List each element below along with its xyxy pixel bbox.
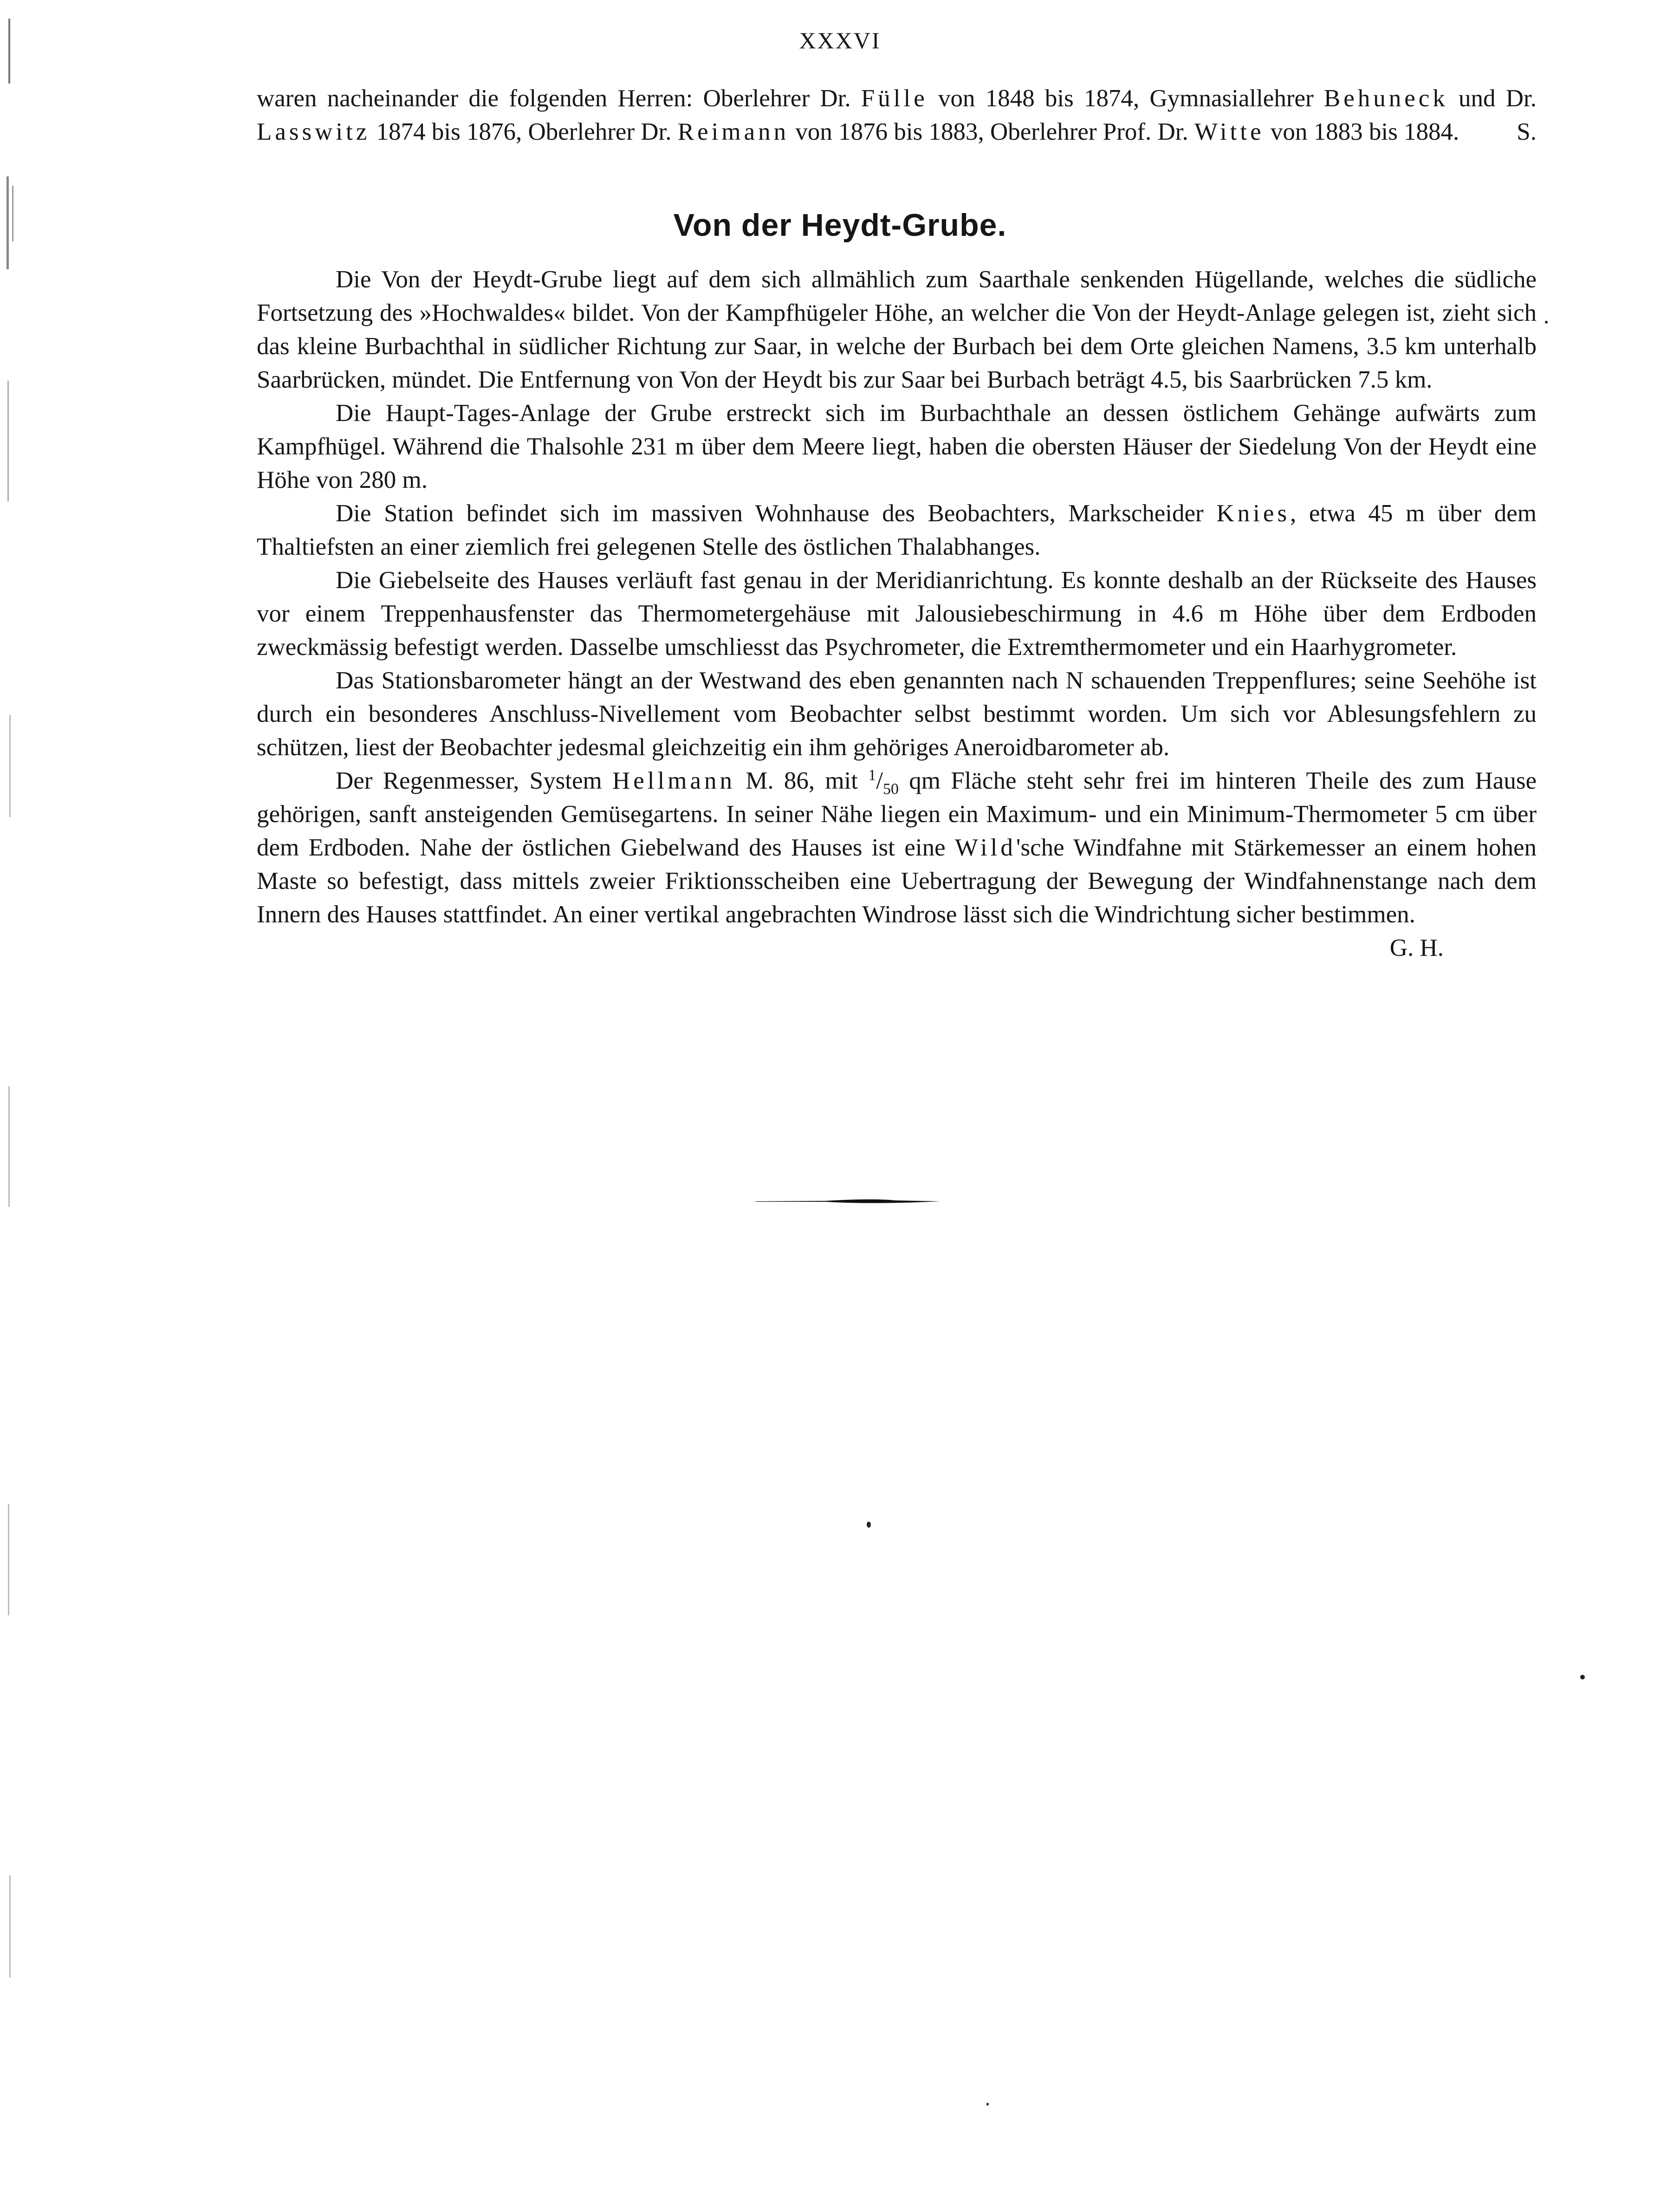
paragraph: Die Haupt-Tages-Anlage der Grube erstreckt sich im Burbachthale an dessen östlichem Gehänge aufwärts zum Kampfhügel. Während die Thalsohle 231 m über dem Meere liegt, haben die obersten Häuser der Siedelung Von der Heydt eine Höhe von 280 m. bbox=[257, 400, 1537, 493]
intro-text-2: von 1848 bis 1874, Gymnasiallehrer bbox=[928, 85, 1324, 112]
paragraph-text: M. 86, mit bbox=[735, 767, 869, 794]
paragraph bbox=[257, 497, 1537, 564]
intro-paragraph bbox=[257, 82, 1537, 149]
author-signature: G. H. bbox=[1389, 934, 1444, 961]
paragraph-text: Die Station befindet sich im massiven Wohnhause des Beobachters, Markscheider bbox=[336, 500, 1217, 527]
paragraph-text: Der Regenmesser, System bbox=[336, 767, 612, 794]
fraction-denominator: 50 bbox=[882, 780, 899, 798]
intro-text-3: und Dr. bbox=[1448, 85, 1537, 112]
end-ornament-rule bbox=[756, 1198, 941, 1205]
fraction-numerator: 1 bbox=[868, 766, 876, 784]
section-body bbox=[257, 263, 1537, 965]
speck-mark bbox=[1580, 1675, 1585, 1679]
intro-text-6: von 1883 bis 1884. bbox=[1264, 118, 1459, 145]
speck-mark bbox=[986, 2103, 989, 2106]
scan-margin-marks bbox=[4, 19, 22, 2154]
section-title: Von der Heydt-Grube. bbox=[673, 207, 1007, 243]
speck-mark bbox=[1545, 321, 1548, 324]
paragraph: Das Stationsbarometer hängt an der Westwand des eben genannten nach N schauenden Treppenflures; seine Seehöhe ist durch ein besonderes Anschluss-Nivellement vom Beobachter selbst bestimmt worden. Um sich vor Ablesungsfehlern zu schützen, liest der Beobachter jedesmal gleichzeitig ein ihm gehöriges Aneroidbarometer ab. bbox=[257, 667, 1537, 761]
paragraph-text: , etwa 45 m über dem Thaltiefsten an einer ziemlich frei gelegenen Stelle des östlichen Thalabhanges. bbox=[257, 500, 1537, 560]
person-name: Wild bbox=[955, 834, 1016, 861]
intro-text-4: 1874 bis 1876, Oberlehrer Dr. bbox=[370, 118, 678, 145]
speck-mark bbox=[867, 1522, 871, 1528]
intro-text-5: von 1876 bis 1883, Oberlehrer Prof. Dr. bbox=[789, 118, 1195, 145]
person-name: Witte bbox=[1194, 118, 1265, 145]
paragraph: Die Giebelseite des Hauses verläuft fast genau in der Meridianrichtung. Es konnte deshalb an der Rückseite des Hauses vor einem Treppenhausfenster das Thermometergehäuse mit Jalousiebeschirmung in 4.6 m Höhe über dem Erdboden zweckmässig befestigt werden. Dasselbe umschliesst das Psychrometer, die Extremthermometer und ein Haarhygrometer. bbox=[257, 567, 1537, 661]
paragraph-text: 'sche Windfahne mit Stärkemesser an einem hohen Maste so befestigt, dass mittels zweier Friktionsscheiben eine Uebertragung der Bewegung der Windfahnenstange nach dem Innern des Hauses stattfindet. An einer vertikal angebrachten Windrose lässt sich die Windrichtung sicher bestimmen. bbox=[257, 834, 1537, 928]
person-name: Reimann bbox=[677, 118, 790, 145]
person-name: Knies bbox=[1216, 500, 1290, 527]
paragraph-text: qm Fläche steht sehr frei im hinteren Theile des zum Hause gehörigen, sanft ansteigenden Gemüsegartens. In seiner Nähe liegen ein Maximum- und ein Minimum-Thermometer 5 cm über dem Erdboden. Nahe der östlichen Giebelwand des Hauses ist eine bbox=[257, 767, 1537, 861]
person-name: Behuneck bbox=[1323, 85, 1448, 112]
paragraph: Die Von der Heydt-Grube liegt auf dem sich allmählich zum Saarthale senkenden Hügellande, welches die südliche Fortsetzung des »Hochwaldes« bildet. Von der Kampfhügeler Höhe, an welcher die Von der Heydt-Anlage gelegen ist, zieht sich das kleine Burbachthal in südlicher Richtung zur Saar, in welche der Burbach bei dem Orte gleichen Namens, 3.5 km unterhalb Saarbrücken, mündet. Die Entfernung von Von der Heydt bis zur Saar bei Burbach beträgt 4.5, bis Saarbrücken 7.5 km. bbox=[257, 266, 1537, 393]
page-number: XXXVI bbox=[799, 27, 881, 53]
intro-text-1: waren nacheinander die folgenden Herren: Oberlehrer Dr. bbox=[257, 85, 861, 112]
fraction-slash: / bbox=[876, 767, 883, 794]
author-signature: S. bbox=[1517, 118, 1537, 145]
intro-text bbox=[257, 82, 1537, 149]
paragraph bbox=[257, 764, 1537, 961]
person-name: Fülle bbox=[861, 85, 928, 112]
person-name: Hellmann bbox=[612, 767, 735, 794]
person-name: Lasswitz bbox=[257, 118, 370, 145]
